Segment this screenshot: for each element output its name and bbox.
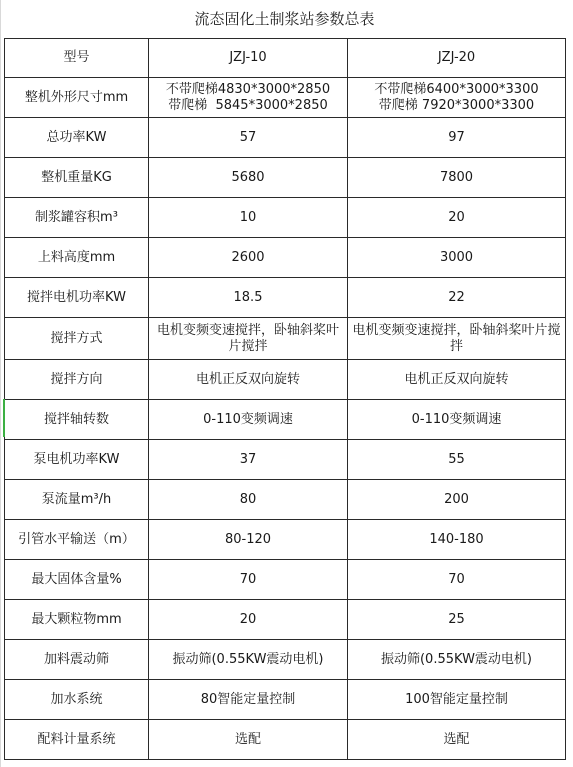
row-model-b-cell[interactable]: 20 — [348, 198, 566, 238]
header-model-b-cell[interactable]: JZJ-20 — [348, 39, 566, 78]
row-label-cell[interactable]: 制浆罐容积m³ — [5, 198, 149, 238]
table-row — [5, 440, 566, 480]
row-model-b-cell[interactable]: 7800 — [348, 158, 566, 198]
spec-table — [4, 38, 566, 760]
row-label-cell[interactable]: 引管水平输送（m） — [5, 520, 149, 560]
table-row — [5, 118, 566, 158]
row-model-a-cell[interactable]: 选配 — [149, 720, 348, 760]
table-row — [5, 720, 566, 760]
cell-line: 带爬梯 5845*3000*2850 — [168, 97, 328, 113]
row-model-b-cell[interactable]: 200 — [348, 480, 566, 520]
table-row — [5, 600, 566, 640]
row-model-b-cell[interactable]: 电机正反双向旋转 — [348, 360, 566, 400]
row-model-a-cell[interactable]: 80-120 — [149, 520, 348, 560]
header-model-a-cell[interactable]: JZJ-10 — [149, 39, 348, 78]
row-model-a-cell[interactable]: 2600 — [149, 238, 348, 278]
table-row — [5, 278, 566, 318]
row-label-cell[interactable]: 泵流量m³/h — [5, 480, 149, 520]
row-model-b-cell[interactable]: 100智能定量控制 — [348, 680, 566, 720]
row-label-cell[interactable]: 最大固体含量% — [5, 560, 149, 600]
table-row — [5, 400, 566, 440]
row-label-cell[interactable]: 搅拌轴转数 — [5, 400, 149, 440]
row-model-b-cell[interactable]: 22 — [348, 278, 566, 318]
row-model-a-cell[interactable]: 80智能定量控制 — [149, 680, 348, 720]
cell-line: 带爬梯 7920*3000*3300 — [378, 97, 535, 113]
row-model-a-cell[interactable]: 电机正反双向旋转 — [149, 360, 348, 400]
table-row — [5, 480, 566, 520]
row-model-b-cell[interactable]: 振动筛(0.55KW震动电机) — [348, 640, 566, 680]
header-row — [5, 39, 566, 78]
row-label-cell[interactable]: 泵电机功率KW — [5, 440, 149, 480]
row-label-cell[interactable]: 上料高度mm — [5, 238, 149, 278]
table-row — [5, 318, 566, 360]
table-title: 流态固化土制浆站参数总表 — [194, 10, 375, 28]
row-model-b-cell[interactable]: 55 — [348, 440, 566, 480]
table-row — [5, 360, 566, 400]
row-model-a-cell[interactable]: 70 — [149, 560, 348, 600]
row-model-b-cell[interactable]: 电机变频变速搅拌，卧轴斜桨叶片搅拌 — [348, 318, 566, 360]
row-model-a-cell[interactable]: 0-110变频调速 — [149, 400, 348, 440]
row-model-a-cell[interactable]: 18.5 — [149, 278, 348, 318]
row-model-b-cell[interactable]: 3000 — [348, 238, 566, 278]
row-model-a-cell[interactable]: 20 — [149, 600, 348, 640]
row-model-a-cell[interactable]: 5680 — [149, 158, 348, 198]
header-label-cell[interactable]: 型号 — [5, 39, 149, 78]
table-row — [5, 198, 566, 238]
row-model-b-cell[interactable]: 97 — [348, 118, 566, 158]
row-label-cell[interactable]: 搅拌电机功率KW — [5, 278, 149, 318]
row-model-b-cell[interactable]: 25 — [348, 600, 566, 640]
cell-line: 不带爬梯4830*3000*2850 — [165, 81, 331, 97]
row-model-a-cell[interactable]: 10 — [149, 198, 348, 238]
sheet-left-edge — [0, 0, 1, 767]
row-label-cell[interactable]: 最大颗粒物mm — [5, 600, 149, 640]
table-row — [5, 238, 566, 278]
row-model-a-cell[interactable]: 电机变频变速搅拌，卧轴斜桨叶片搅拌 — [149, 318, 348, 360]
row-label-cell[interactable]: 加水系统 — [5, 680, 149, 720]
row-label-cell[interactable]: 搅拌方式 — [5, 318, 149, 360]
row-label-cell[interactable]: 总功率KW — [5, 118, 149, 158]
cell-line: 不带爬梯6400*3000*3300 — [374, 81, 539, 97]
row-model-b-cell[interactable]: 0-110变频调速 — [348, 400, 566, 440]
row-model-b-cell[interactable]: 70 — [348, 560, 566, 600]
row-label-cell[interactable]: 整机外形尺寸mm — [5, 78, 149, 118]
row-model-a-cell[interactable]: 57 — [149, 118, 348, 158]
selected-row-marker — [3, 399, 5, 437]
row-label-cell[interactable]: 搅拌方向 — [5, 360, 149, 400]
table-row — [5, 158, 566, 198]
row-label-cell[interactable]: 配料计量系统 — [5, 720, 149, 760]
row-model-a-cell[interactable] — [149, 78, 348, 118]
row-model-a-cell[interactable]: 80 — [149, 480, 348, 520]
table-row — [5, 520, 566, 560]
row-model-b-cell[interactable]: 选配 — [348, 720, 566, 760]
row-model-a-cell[interactable]: 37 — [149, 440, 348, 480]
row-label-cell[interactable]: 整机重量KG — [5, 158, 149, 198]
row-model-b-cell[interactable] — [348, 78, 566, 118]
row-model-a-cell[interactable]: 振动筛(0.55KW震动电机) — [149, 640, 348, 680]
row-model-b-cell[interactable]: 140-180 — [348, 520, 566, 560]
table-row — [5, 680, 566, 720]
table-row — [5, 78, 566, 118]
table-row — [5, 560, 566, 600]
row-label-cell[interactable]: 加料震动筛 — [5, 640, 149, 680]
table-row — [5, 640, 566, 680]
